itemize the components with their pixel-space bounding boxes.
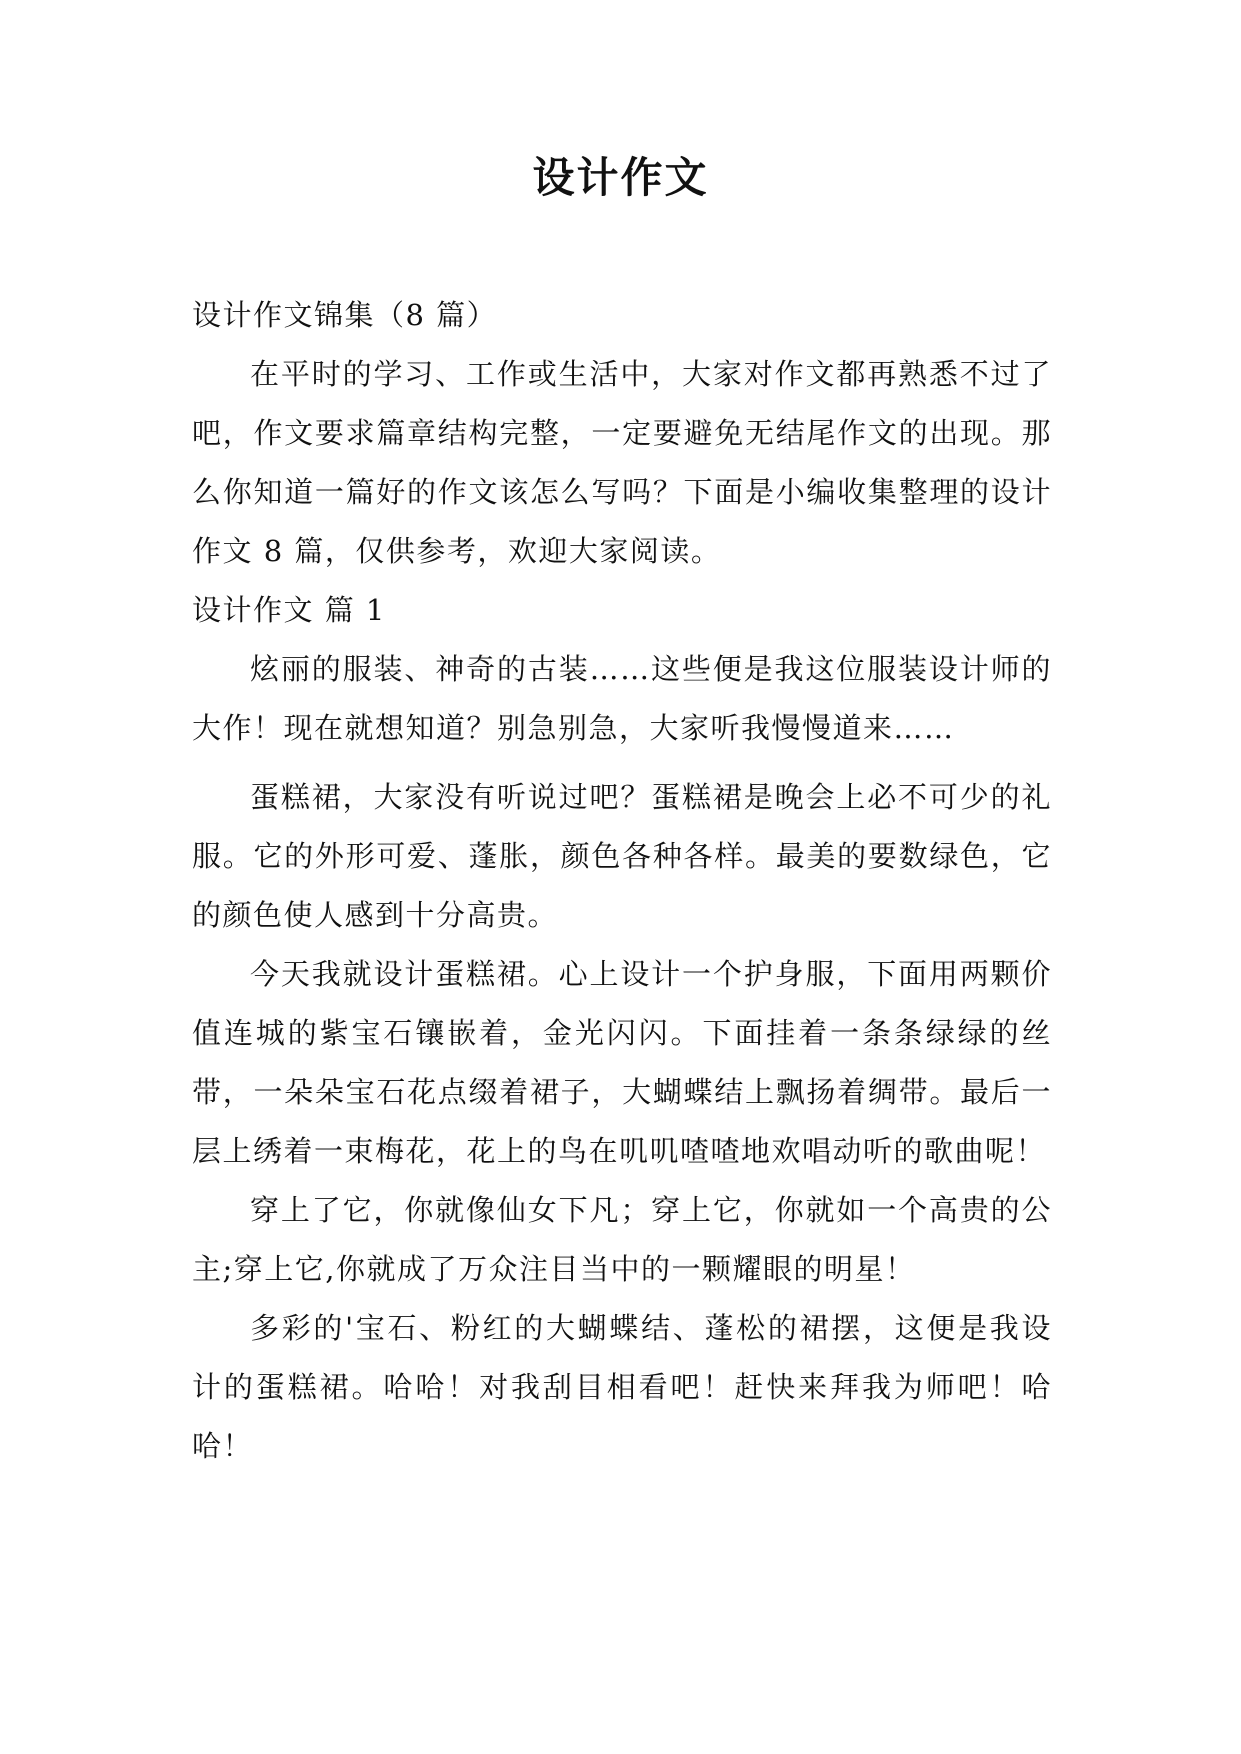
- body-paragraph-1: 炫丽的服装、神奇的古装……这些便是我这位服装设计师的大作！现在就想知道？别急别急，大家听我慢慢道来……: [192, 652, 1052, 745]
- section-heading: 设计作文 篇 1: [192, 593, 386, 627]
- body-paragraph-3: 今天我就设计蛋糕裙。心上设计一个护身服，下面用两颗价值连城的紫宝石镶嵌着，金光闪闪。下面挂着一条条绿绿的丝带，一朵朵宝石花点缀着裙子，大蝴蝶结上飘扬着绸带。最后一层上绣着一束梅花，花上的鸟在叽叽喳喳地欢唱动听的歌曲呢！: [192, 957, 1052, 1168]
- collection-subtitle: 设计作文锦集（8 篇）: [192, 298, 498, 332]
- body-paragraph-4: 穿上了它，你就像仙女下凡；穿上它，你就如一个高贵的公主;穿上它,你就成了万众注目当中的一颗耀眼的明星！: [192, 1193, 1052, 1286]
- document-title: 设计作文: [532, 153, 709, 202]
- body-paragraph-5: 多彩的'宝石、粉红的大蝴蝶结、蓬松的裙摆，这便是我设计的蛋糕裙。哈哈！对我刮目相看吧！赶快来拜我为师吧！哈哈！: [192, 1311, 1052, 1463]
- body-paragraph-2: 蛋糕裙，大家没有听说过吧？蛋糕裙是晚会上必不可少的礼服。它的外形可爱、蓬胀，颜色各种各样。最美的要数绿色，它的颜色使人感到十分高贵。: [192, 780, 1052, 932]
- document-body: [192, 286, 1052, 1476]
- intro-paragraph: 在平时的学习、工作或生活中，大家对作文都再熟悉不过了吧，作文要求篇章结构完整，一定要避免无结尾作文的出现。那么你知道一篇好的作文该怎么写吗？下面是小编收集整理的设计作文 8 篇，仅供参考，欢迎大家阅读。: [192, 357, 1052, 568]
